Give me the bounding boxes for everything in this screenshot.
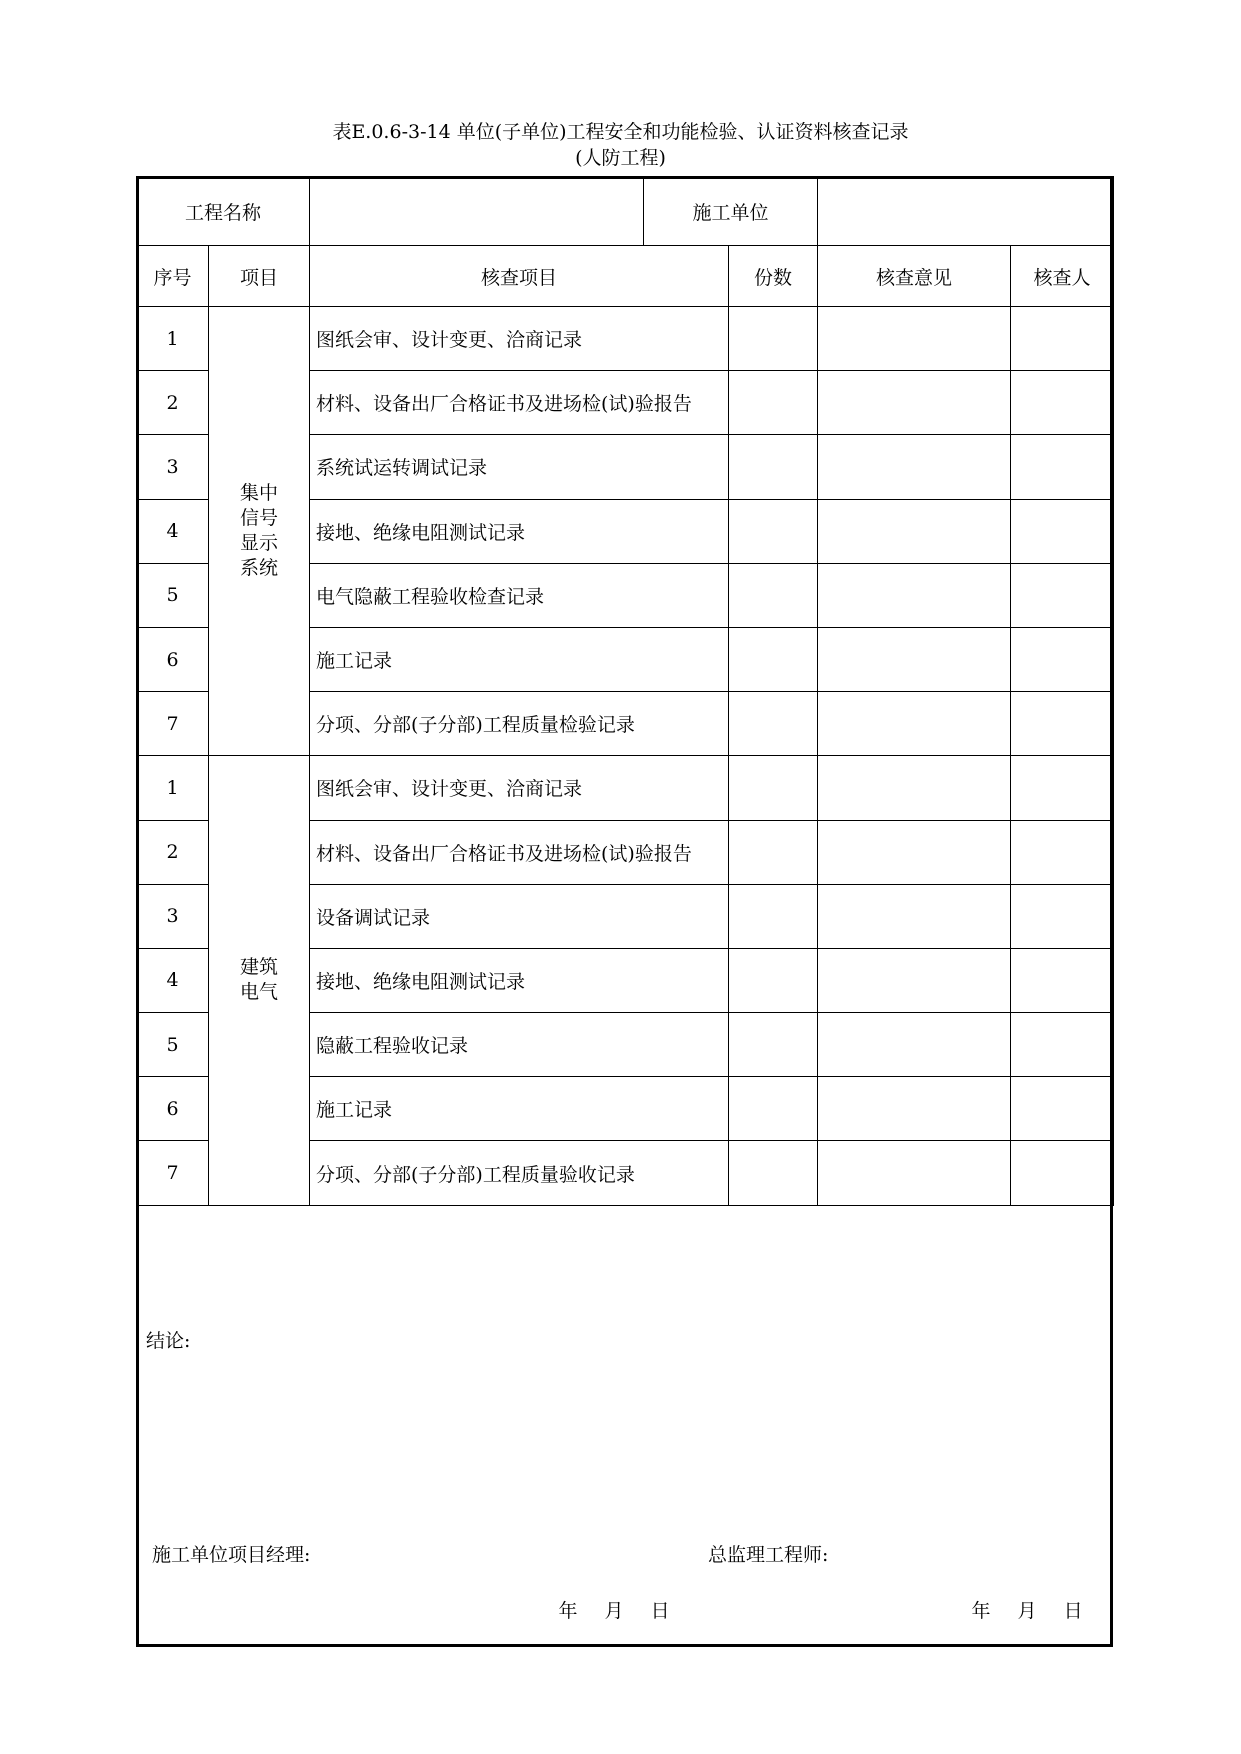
group-name-line: 显示 (240, 532, 279, 555)
row-seq: 5 (137, 1013, 209, 1077)
row-seq: 5 (137, 563, 209, 627)
date-right-month: 月 (1017, 1600, 1037, 1622)
check-item-text: 接地、绝缘电阻测试记录 (310, 948, 729, 1012)
chief-supervisor-label: 总监理工程师: (708, 1544, 829, 1566)
row-seq: 1 (137, 307, 209, 371)
row-seq: 1 (137, 756, 209, 820)
document-title: 表E.0.6-3-14 单位(子单位)工程安全和功能检验、认证资料核查记录 (332, 121, 909, 143)
row-seq: 6 (137, 1077, 209, 1141)
group-name-line: 电气 (240, 981, 279, 1004)
date-right-year: 年 (971, 1600, 991, 1622)
col-checker-header: 核查人 (1011, 246, 1114, 307)
check-item-text: 分项、分部(子分部)工程质量验收记录 (310, 1141, 729, 1205)
col-copies-header: 份数 (729, 246, 818, 307)
outer-frame (136, 176, 1113, 1647)
project-manager-label: 施工单位项目经理: (152, 1544, 311, 1566)
row-seq: 4 (137, 499, 209, 563)
check-item-text: 施工记录 (310, 1077, 729, 1141)
row-seq: 4 (137, 948, 209, 1012)
col-item-header: 项目 (209, 246, 310, 307)
row-seq: 6 (137, 627, 209, 691)
project-name-label: 工程名称 (137, 177, 310, 246)
row-seq: 7 (137, 692, 209, 756)
group-name-line: 建筑 (240, 956, 279, 979)
group-name-line: 系统 (240, 557, 279, 580)
row-seq: 2 (137, 820, 209, 884)
row-seq: 2 (137, 371, 209, 435)
document-subtitle: (人防工程) (575, 147, 666, 169)
date-left-day: 日 (650, 1600, 670, 1622)
row-seq: 3 (137, 884, 209, 948)
row-seq: 3 (137, 435, 209, 499)
col-seq-header: 序号 (137, 246, 209, 307)
construction-unit-label: 施工单位 (644, 177, 818, 246)
group-name-line: 集中 (240, 482, 279, 505)
check-item-text: 图纸会审、设计变更、洽商记录 (310, 756, 729, 820)
check-item-text: 材料、设备出厂合格证书及进场检(试)验报告 (310, 371, 729, 435)
col-check-item-header: 核查项目 (310, 246, 729, 307)
check-item-text: 图纸会审、设计变更、洽商记录 (310, 307, 729, 371)
check-item-text: 电气隐蔽工程验收检查记录 (310, 563, 729, 627)
check-item-text: 设备调试记录 (310, 884, 729, 948)
date-left-year: 年 (558, 1600, 578, 1622)
check-item-text: 材料、设备出厂合格证书及进场检(试)验报告 (310, 820, 729, 884)
date-right-day: 日 (1063, 1600, 1083, 1622)
date-left-month: 月 (604, 1600, 624, 1622)
check-item-text: 施工记录 (310, 627, 729, 691)
conclusion-label: 结论: (146, 1330, 191, 1352)
group-name-line: 信号 (240, 507, 279, 530)
col-opinion-header: 核查意见 (818, 246, 1011, 307)
row-seq: 7 (137, 1141, 209, 1205)
check-item-text: 接地、绝缘电阻测试记录 (310, 499, 729, 563)
check-item-text: 系统试运转调试记录 (310, 435, 729, 499)
check-item-text: 分项、分部(子分部)工程质量检验记录 (310, 692, 729, 756)
check-item-text: 隐蔽工程验收记录 (310, 1013, 729, 1077)
